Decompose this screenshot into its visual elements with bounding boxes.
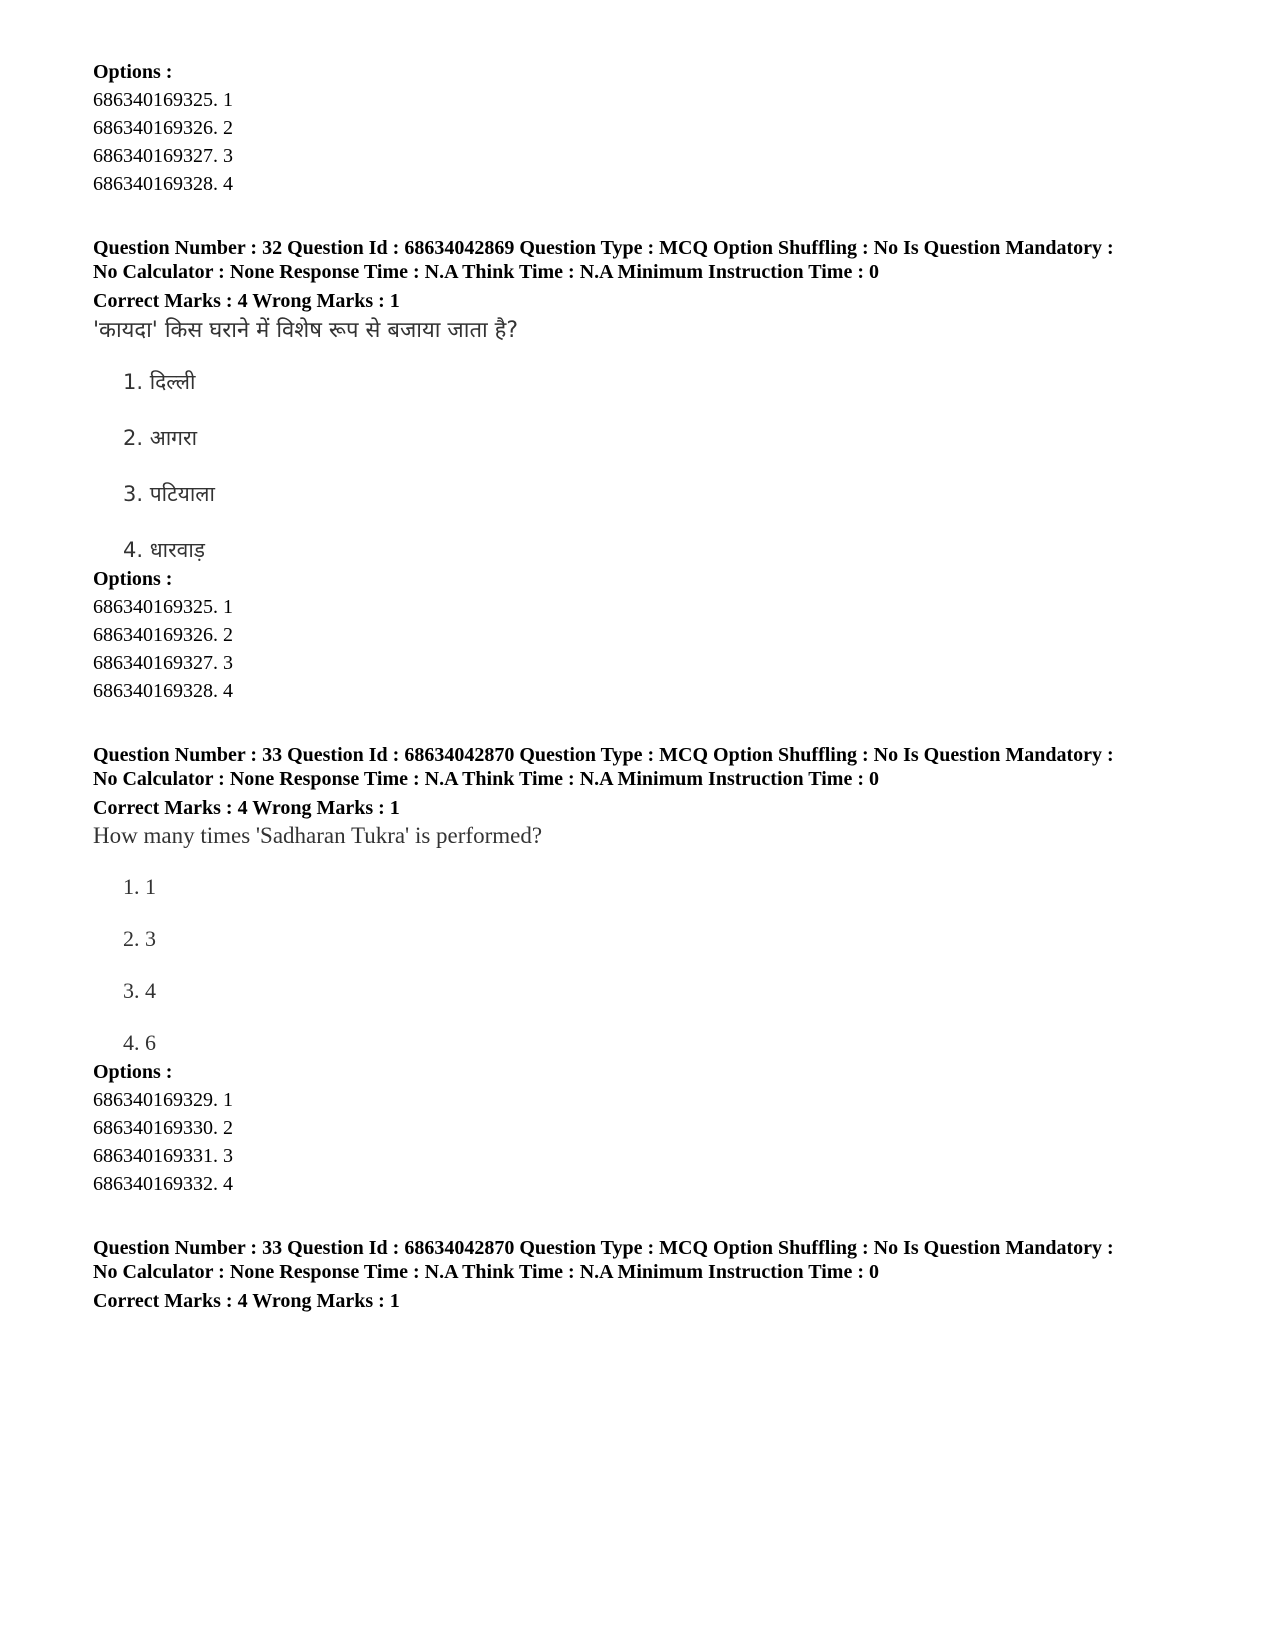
options-block-top bbox=[93, 58, 1193, 198]
question-meta: Question Number : 32 Question Id : 68634042869 Question Type : MCQ Option Shuffling : No Is Question Mandatory : bbox=[93, 237, 1114, 259]
option-item: 686340169325. 1 bbox=[93, 596, 233, 618]
question-marks: Correct Marks : 4 Wrong Marks : 1 bbox=[93, 797, 400, 819]
answer-choice: 3. 4 bbox=[123, 978, 156, 1003]
answer-choice: 3. पटियाला bbox=[123, 482, 215, 506]
question-meta: No Calculator : None Response Time : N.A Think Time : N.A Minimum Instruction Time : 0 bbox=[93, 768, 879, 790]
question-marks: Correct Marks : 4 Wrong Marks : 1 bbox=[93, 290, 400, 312]
answer-choice: 4. धारवाड़ bbox=[123, 538, 206, 562]
option-item: 686340169330. 2 bbox=[93, 1117, 233, 1139]
option-item: 686340169328. 4 bbox=[93, 173, 233, 195]
answer-choice: 2. 3 bbox=[123, 926, 156, 951]
question-meta: Question Number : 33 Question Id : 68634042870 Question Type : MCQ Option Shuffling : No Is Question Mandatory : bbox=[93, 744, 1114, 766]
option-item: 686340169331. 3 bbox=[93, 1145, 233, 1167]
options-heading: Options : bbox=[93, 61, 173, 83]
option-item: 686340169327. 3 bbox=[93, 652, 233, 674]
question-block-33-repeat bbox=[93, 1236, 1193, 1313]
question-meta: No Calculator : None Response Time : N.A Think Time : N.A Minimum Instruction Time : 0 bbox=[93, 1261, 879, 1283]
document-page bbox=[93, 58, 1193, 1313]
answer-choice: 2. आगरा bbox=[123, 426, 198, 450]
question-block-33 bbox=[93, 743, 1193, 1198]
answer-choice: 1. दिल्ली bbox=[123, 370, 196, 394]
answer-choice: 4. 6 bbox=[123, 1030, 156, 1055]
answer-choice: 1. 1 bbox=[123, 874, 156, 899]
question-text: How many times 'Sadharan Tukra' is performed? bbox=[93, 823, 543, 848]
question-block-32 bbox=[93, 236, 1193, 705]
question-marks: Correct Marks : 4 Wrong Marks : 1 bbox=[93, 1290, 400, 1312]
option-item: 686340169326. 2 bbox=[93, 624, 233, 646]
option-item: 686340169325. 1 bbox=[93, 89, 233, 111]
option-item: 686340169328. 4 bbox=[93, 680, 233, 702]
question-text: 'कायदा' किस घराने में विशेष रूप से बजाया जाता है? bbox=[93, 318, 519, 343]
option-item: 686340169326. 2 bbox=[93, 117, 233, 139]
options-heading: Options : bbox=[93, 568, 173, 590]
question-meta: No Calculator : None Response Time : N.A Think Time : N.A Minimum Instruction Time : 0 bbox=[93, 261, 879, 283]
option-item: 686340169329. 1 bbox=[93, 1089, 233, 1111]
question-meta: Question Number : 33 Question Id : 68634042870 Question Type : MCQ Option Shuffling : No Is Question Mandatory : bbox=[93, 1237, 1114, 1259]
option-item: 686340169327. 3 bbox=[93, 145, 233, 167]
option-item: 686340169332. 4 bbox=[93, 1173, 233, 1195]
options-heading: Options : bbox=[93, 1061, 173, 1083]
